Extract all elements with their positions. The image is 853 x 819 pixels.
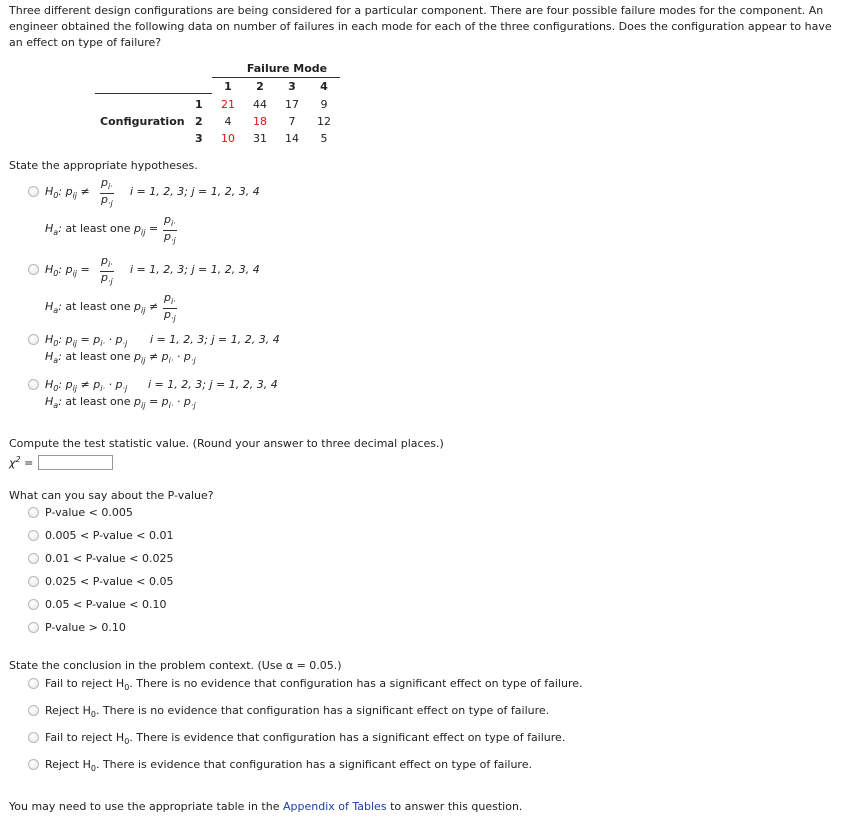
- ha-expression: $H_a$: at least one $p_{ij}$ =: [45, 222, 159, 238]
- hypothesis-option-3[interactable]: [0, 331, 400, 367]
- conclusion-option[interactable]: [0, 676, 600, 696]
- conclusion-decision: Reject H: [45, 704, 91, 717]
- hypothesis-option-2[interactable]: [0, 253, 400, 325]
- radio-button[interactable]: [28, 553, 39, 564]
- radio-button[interactable]: [28, 599, 39, 610]
- radio-button[interactable]: [28, 334, 39, 345]
- statistic-prompt: Compute the test statistic value. (Round your answer to three decimal places.): [9, 437, 444, 450]
- h0-expression: $H_0$: $p_{ij} \ne p_{i\cdot} \cdot p_{\cdot j}$: [45, 378, 128, 394]
- footer-text: You may need to use the appropriate table in the: [9, 800, 280, 813]
- conclusion-decision: Fail to reject H: [45, 731, 125, 744]
- table-cell: 9: [320, 98, 328, 111]
- pvalue-option[interactable]: [0, 597, 300, 615]
- h0-symbol: 0: [124, 683, 130, 693]
- column-label: 2: [256, 80, 264, 93]
- column-label: 3: [288, 80, 296, 93]
- pvalue-option-label: 0.01 < P-value < 0.025: [45, 552, 174, 565]
- column-label: 1: [224, 80, 232, 93]
- row-label: 3: [195, 132, 203, 145]
- table-cell: 5: [320, 132, 328, 145]
- table-cell: 17: [285, 98, 299, 111]
- index-range: i = 1, 2, 3; j = 1, 2, 3, 4: [130, 185, 260, 198]
- ha-expression: $H_a$: at least one $p_{ij}$ ≠: [45, 300, 159, 316]
- row-header: Configuration: [100, 115, 185, 128]
- row-label: 1: [195, 98, 203, 111]
- h0-symbol: 0: [90, 764, 96, 774]
- pvalue-option-label: 0.025 < P-value < 0.05: [45, 575, 174, 588]
- table-row: [95, 132, 340, 148]
- column-label: 4: [320, 80, 328, 93]
- fraction: $\frac{p_{i\cdot}}{p_{\cdot j}}$: [101, 176, 113, 209]
- footer-text: to answer this question.: [390, 800, 523, 813]
- h0-expression: $H_0$: $p_{ij} = p_{i\cdot} \cdot p_{\cdot j}$: [45, 333, 128, 349]
- conclusion-decision: Fail to reject H: [45, 677, 125, 690]
- conclusion-text: . There is no evidence that configuration has a significant effect on type of failure.: [95, 704, 550, 717]
- index-range: i = 1, 2, 3; j = 1, 2, 3, 4: [150, 333, 280, 346]
- table-cell: 4: [224, 115, 232, 128]
- radio-button[interactable]: [28, 507, 39, 518]
- col-header-rule: [212, 77, 340, 78]
- radio-button[interactable]: [28, 759, 39, 770]
- pvalue-option-label: 0.005 < P-value < 0.01: [45, 529, 174, 542]
- conclusion-option-label: [45, 677, 583, 692]
- index-range: i = 1, 2, 3; j = 1, 2, 3, 4: [148, 378, 278, 391]
- ha-expression: $H_a$: at least one $p_{ij} = p_{i\cdot} \cdot p_{\cdot j}$: [45, 395, 196, 411]
- conclusion-option-label: [45, 704, 549, 719]
- hypothesis-option-1[interactable]: [0, 175, 400, 245]
- table-cell: 44: [253, 98, 267, 111]
- col-header: Failure Mode: [246, 62, 328, 75]
- table-cell: 21: [221, 98, 235, 111]
- pvalue-option-label: 0.05 < P-value < 0.10: [45, 598, 167, 611]
- pvalue-prompt: What can you say about the P-value?: [9, 489, 214, 502]
- rows-rule: [95, 93, 212, 94]
- fraction: $\frac{p_{i\cdot}}{p_{\cdot j}}$: [164, 213, 176, 246]
- test-statistic-input[interactable]: [38, 455, 113, 470]
- table-cell: 10: [221, 132, 235, 145]
- fraction: $\frac{p_{i\cdot}}{p_{\cdot j}}$: [164, 291, 176, 324]
- h0-symbol: 0: [124, 737, 130, 747]
- table-row: [95, 115, 340, 131]
- ha-expression: $H_a$: at least one $p_{ij} \ne p_{i\cdot} \cdot p_{\cdot j}$: [45, 350, 196, 366]
- conclusion-prompt: State the conclusion in the problem context. (Use α = 0.05.): [9, 659, 342, 672]
- conclusion-option-label: [45, 758, 532, 773]
- radio-button[interactable]: [28, 622, 39, 633]
- radio-button[interactable]: [28, 379, 39, 390]
- pvalue-option[interactable]: [0, 574, 300, 592]
- table-cell: 14: [285, 132, 299, 145]
- hypotheses-prompt: State the appropriate hypotheses.: [9, 159, 198, 172]
- conclusion-option[interactable]: [0, 757, 600, 777]
- table-cell: 31: [253, 132, 267, 145]
- conclusion-option-label: [45, 731, 565, 746]
- radio-button[interactable]: [28, 186, 39, 197]
- pvalue-option[interactable]: [0, 551, 300, 569]
- pvalue-option[interactable]: [0, 528, 300, 546]
- conclusion-option[interactable]: [0, 703, 600, 723]
- conclusion-text: . There is evidence that configuration has a significant effect on type of failure.: [95, 758, 532, 771]
- radio-button[interactable]: [28, 705, 39, 716]
- table-cell: 18: [253, 115, 267, 128]
- h0-expression: $H_0$: $p_{ij}$ ≠: [45, 185, 90, 201]
- conclusion-option[interactable]: [0, 730, 600, 750]
- radio-button[interactable]: [28, 732, 39, 743]
- pvalue-option-label: P-value < 0.005: [45, 506, 133, 519]
- radio-button[interactable]: [28, 530, 39, 541]
- conclusion-text: . There is evidence that configuration has a significant effect on type of failure.: [129, 731, 566, 744]
- table-cell: 7: [288, 115, 296, 128]
- h0-symbol: 0: [90, 710, 96, 720]
- index-range: i = 1, 2, 3; j = 1, 2, 3, 4: [130, 263, 260, 276]
- conclusion-text: . There is no evidence that configuration has a significant effect on type of failure.: [129, 677, 583, 690]
- radio-button[interactable]: [28, 576, 39, 587]
- question-intro: Three different design configurations are being considered for a particular component. There are four possible failure modes for the component. An engineer obtained the following data on number of failures in each mode for each of the three configurations. Does the configuration appear to have an effect on type of failure?: [9, 4, 832, 49]
- hypothesis-option-4[interactable]: [0, 376, 400, 412]
- table-row: [95, 98, 340, 114]
- footer-note: [9, 800, 522, 813]
- row-label: 2: [195, 115, 203, 128]
- h0-expression: $H_0$: $p_{ij}$ =: [45, 263, 90, 279]
- pvalue-option[interactable]: [0, 505, 300, 523]
- appendix-link[interactable]: Appendix of Tables: [283, 800, 387, 813]
- pvalue-option-label: P-value > 0.10: [45, 621, 126, 634]
- fraction: $\frac{p_{i\cdot}}{p_{\cdot j}}$: [101, 254, 113, 287]
- radio-button[interactable]: [28, 678, 39, 689]
- pvalue-option[interactable]: [0, 620, 300, 638]
- table-cell: 12: [317, 115, 331, 128]
- chi-square-label: $\chi^2$ =: [9, 455, 34, 470]
- conclusion-decision: Reject H: [45, 758, 91, 771]
- radio-button[interactable]: [28, 264, 39, 275]
